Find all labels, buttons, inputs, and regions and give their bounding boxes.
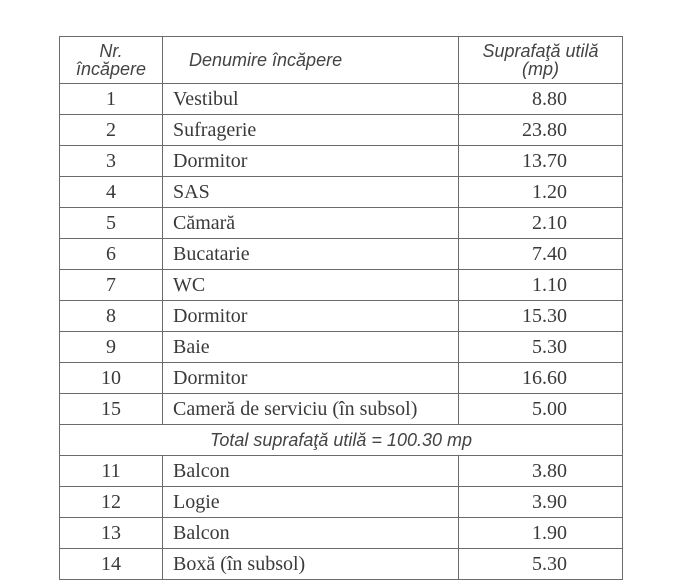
room-number-cell: 4 bbox=[60, 177, 163, 208]
room-area-cell: 1.20 bbox=[459, 177, 623, 208]
room-name-cell: Logie bbox=[163, 487, 459, 518]
room-area-cell: 3.80 bbox=[459, 456, 623, 487]
room-area-cell: 5.30 bbox=[459, 332, 623, 363]
room-number-cell: 6 bbox=[60, 239, 163, 270]
room-number-cell: 2 bbox=[60, 115, 163, 146]
table-row bbox=[60, 270, 623, 301]
room-area-cell: 5.30 bbox=[459, 549, 623, 580]
header-useful-area-line2: (mp) bbox=[522, 59, 559, 79]
room-name-cell: Cămară bbox=[163, 208, 459, 239]
room-area-cell: 1.10 bbox=[459, 270, 623, 301]
room-area-cell: 1.90 bbox=[459, 518, 623, 549]
room-number-cell: 11 bbox=[60, 456, 163, 487]
header-room-number-line2: încăpere bbox=[75, 59, 147, 79]
room-area-cell: 23.80 bbox=[459, 115, 623, 146]
room-name-cell: Balcon bbox=[163, 518, 459, 549]
room-number-cell: 15 bbox=[60, 394, 163, 425]
header-room-number-line1: Nr. bbox=[99, 41, 123, 61]
room-number-cell: 10 bbox=[60, 363, 163, 394]
room-name-cell: Dormitor bbox=[163, 301, 459, 332]
table-row bbox=[60, 549, 623, 580]
room-number-cell: 8 bbox=[60, 301, 163, 332]
header-useful-area-line1: Suprafaţă utilă bbox=[482, 41, 599, 61]
table-row bbox=[60, 518, 623, 549]
table-row bbox=[60, 146, 623, 177]
table-row bbox=[60, 208, 623, 239]
header-room-number bbox=[60, 37, 163, 84]
header-room-name: Denumire încăpere bbox=[163, 37, 459, 84]
total-row bbox=[60, 425, 623, 456]
room-name-cell: Sufragerie bbox=[163, 115, 459, 146]
room-number-cell: 3 bbox=[60, 146, 163, 177]
table-row bbox=[60, 84, 623, 115]
room-number-cell: 5 bbox=[60, 208, 163, 239]
header-useful-area bbox=[459, 37, 623, 84]
room-name-cell: WC bbox=[163, 270, 459, 301]
room-name-cell: Cameră de serviciu (în subsol) bbox=[163, 394, 459, 425]
room-name-cell: Balcon bbox=[163, 456, 459, 487]
table-row bbox=[60, 456, 623, 487]
room-area-cell: 5.00 bbox=[459, 394, 623, 425]
room-area-cell: 16.60 bbox=[459, 363, 623, 394]
room-area-cell: 15.30 bbox=[459, 301, 623, 332]
table-row bbox=[60, 363, 623, 394]
room-name-cell: Bucatarie bbox=[163, 239, 459, 270]
table-row bbox=[60, 332, 623, 363]
room-number-cell: 14 bbox=[60, 549, 163, 580]
room-number-cell: 13 bbox=[60, 518, 163, 549]
table-row bbox=[60, 301, 623, 332]
room-area-cell: 13.70 bbox=[459, 146, 623, 177]
room-number-cell: 9 bbox=[60, 332, 163, 363]
room-name-cell: Boxă (în subsol) bbox=[163, 549, 459, 580]
room-number-cell: 12 bbox=[60, 487, 163, 518]
room-number-cell: 7 bbox=[60, 270, 163, 301]
rooms-table bbox=[59, 36, 623, 580]
table-row bbox=[60, 177, 623, 208]
table-row bbox=[60, 487, 623, 518]
total-useful-area: Total suprafaţă utilă = 100.30 mp bbox=[60, 425, 623, 456]
room-area-cell: 7.40 bbox=[459, 239, 623, 270]
table-row bbox=[60, 239, 623, 270]
header-row bbox=[60, 37, 623, 84]
room-area-cell: 2.10 bbox=[459, 208, 623, 239]
room-number-cell: 1 bbox=[60, 84, 163, 115]
room-area-cell: 8.80 bbox=[459, 84, 623, 115]
rooms-table-container bbox=[59, 36, 622, 580]
room-name-cell: Dormitor bbox=[163, 363, 459, 394]
room-name-cell: Baie bbox=[163, 332, 459, 363]
room-name-cell: SAS bbox=[163, 177, 459, 208]
room-name-cell: Dormitor bbox=[163, 146, 459, 177]
room-name-cell: Vestibul bbox=[163, 84, 459, 115]
table-row bbox=[60, 115, 623, 146]
table-row bbox=[60, 394, 623, 425]
room-area-cell: 3.90 bbox=[459, 487, 623, 518]
